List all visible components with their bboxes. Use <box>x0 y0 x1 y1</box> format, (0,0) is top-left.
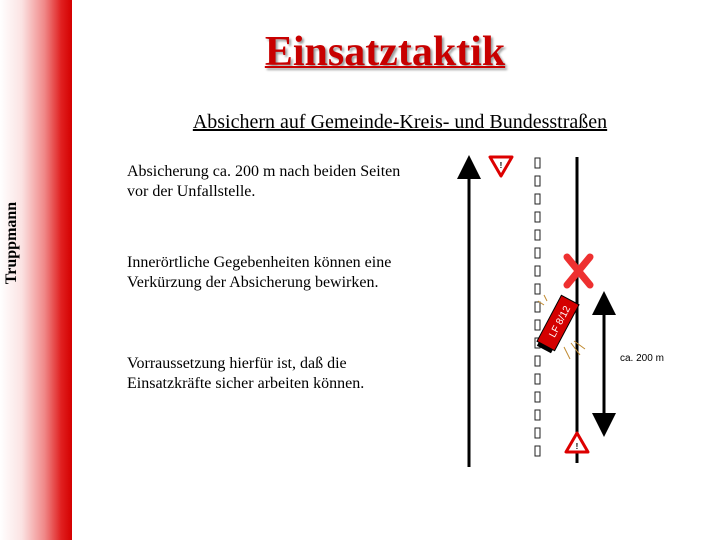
paragraph-distance: Absicherung ca. 200 m nach beiden Seiten vor der Unfallstelle. <box>127 163 401 200</box>
center-line <box>535 158 540 456</box>
slide-title: Einsatztaktik <box>264 29 506 75</box>
vehicle-label: LF 8/12 <box>547 304 574 340</box>
slide-subtitle: Absichern auf Gemeinde-Kreis- und Bundesstraßen <box>192 111 608 133</box>
warning-triangle-top-icon <box>490 157 512 176</box>
sidebar-label: Truppmann <box>3 201 20 285</box>
paragraph-safety: Vorraussetzung hierfür ist, daß die Einsatzkräfte sicher arbeiten können. <box>127 355 365 392</box>
paragraph-urban: Innerörtliche Gegebenheiten können eine Verkürzung der Absicherung bewirken. <box>127 254 392 291</box>
warning-triangle-bottom-icon <box>566 433 588 452</box>
warning-symbol-top: ! <box>499 161 503 170</box>
warning-symbol-bottom: ! <box>575 442 579 451</box>
distance-label: ca. 200 m <box>620 353 664 364</box>
road-diagram <box>440 145 680 475</box>
